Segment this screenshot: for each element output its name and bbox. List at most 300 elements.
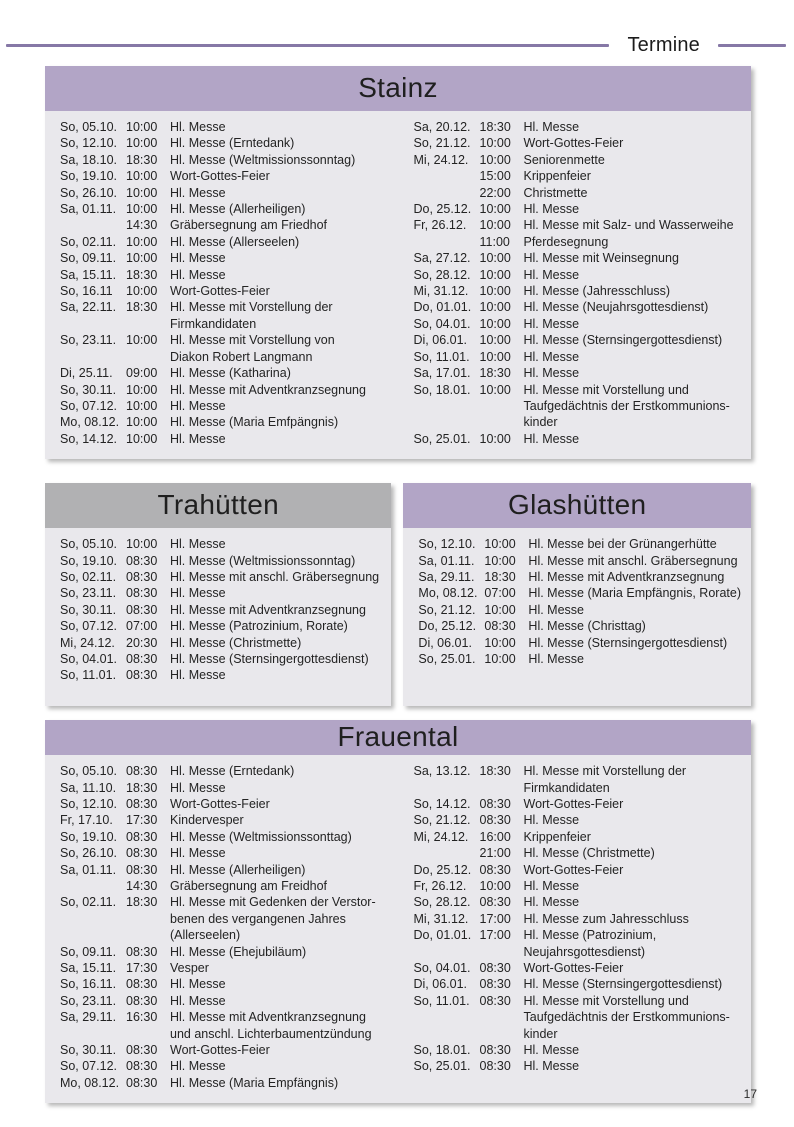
schedule-date: Sa, 22.11. — [60, 300, 117, 315]
schedule-time: 17:00 — [479, 911, 511, 926]
schedule-row — [414, 960, 742, 976]
page-header-label: Termine — [627, 34, 700, 56]
schedule-event — [524, 976, 742, 992]
schedule-row — [414, 976, 742, 992]
schedule-time: 08:30 — [126, 829, 158, 844]
schedule-event-line: Hl. Messe — [170, 267, 226, 282]
schedule-event-line: Hl. Messe mit Salz- und Wasserweihe — [523, 218, 734, 233]
schedule-row — [414, 234, 742, 250]
schedule-event — [170, 234, 388, 250]
schedule-row — [60, 431, 388, 447]
schedule-date: Do, 25.12. — [418, 619, 477, 634]
schedule-date: Fr, 26.12. — [413, 878, 467, 893]
schedule-event — [528, 651, 741, 667]
schedule-date: So, 19.10. — [60, 169, 117, 184]
schedule-time: 10:00 — [126, 120, 158, 134]
schedule-row — [414, 332, 742, 348]
schedule-event — [170, 894, 388, 943]
schedule-row — [418, 553, 741, 569]
schedule-time: 08:30 — [126, 553, 158, 568]
schedule-date: Di, 25.11. — [60, 366, 113, 381]
schedule-event — [170, 168, 388, 184]
schedule-row — [60, 1058, 388, 1074]
schedule-time: 10:00 — [479, 316, 511, 331]
schedule-row — [414, 763, 742, 796]
schedule-time: 10:00 — [126, 431, 158, 446]
schedule-event-line: Wort-Gottes-Feier — [170, 169, 270, 184]
schedule-row — [60, 168, 388, 184]
schedule-time: 10:00 — [484, 553, 516, 568]
schedule-event — [170, 976, 388, 992]
schedule-row — [414, 431, 742, 447]
schedule-date: So, 30.11. — [60, 382, 117, 397]
schedule-time: 09:00 — [126, 366, 158, 381]
schedule-event-line: Hl. Messe — [523, 120, 580, 134]
schedule-date: Mi, 24.12. — [413, 152, 469, 167]
schedule-event-line: Hl. Messe mit Vorstellung und — [523, 993, 689, 1008]
schedule-event — [524, 993, 742, 1042]
schedule-time: 10:00 — [479, 382, 511, 397]
schedule-date: Fr, 17.10. — [60, 813, 113, 828]
schedule-event — [524, 201, 742, 217]
schedule-column — [60, 763, 388, 1091]
schedule-row — [60, 569, 381, 585]
schedule-date: So, 12.10. — [60, 136, 117, 151]
schedule-row — [414, 267, 742, 283]
schedule-row — [60, 845, 388, 861]
schedule-event — [170, 431, 388, 447]
schedule-time: 21:00 — [479, 846, 511, 861]
schedule-time: 08:30 — [479, 1043, 511, 1058]
schedule-row — [414, 217, 742, 233]
schedule-event-line: Hl. Messe mit Adventkranzsegnung — [170, 602, 366, 617]
schedule-event-line: Wort-Gottes-Feier — [170, 284, 270, 299]
schedule-time: 14:30 — [126, 218, 158, 233]
schedule-date: Sa, 29.11. — [418, 569, 475, 584]
section-glashtten — [403, 483, 751, 706]
schedule-event — [524, 927, 742, 960]
schedule-date: So, 21.12. — [418, 602, 476, 617]
schedule-row — [60, 763, 388, 779]
schedule-event — [170, 585, 381, 601]
schedule-time: 10:00 — [479, 431, 511, 446]
schedule-event — [170, 1042, 388, 1058]
schedule-row — [418, 536, 741, 552]
schedule-date: Sa, 18.10. — [60, 152, 117, 167]
schedule-date: Sa, 17.01. — [413, 366, 471, 381]
schedule-event-line: Hl. Messe — [170, 431, 226, 446]
schedule-time: 10:00 — [479, 251, 511, 266]
schedule-time: 08:30 — [126, 944, 158, 959]
schedule-event-line: Hl. Messe (Sternsingergottesdienst) — [523, 333, 723, 348]
schedule-event-line: (Allerseelen) — [170, 928, 241, 943]
schedule-column — [414, 119, 742, 447]
schedule-event — [524, 217, 742, 233]
schedule-event-line: Hl. Messe (Weltmissionssonttag) — [170, 829, 352, 844]
schedule-row — [414, 382, 742, 431]
schedule-time: 17:00 — [479, 928, 511, 943]
schedule-time: 08:30 — [126, 846, 158, 861]
schedule-time: 11:00 — [479, 234, 510, 249]
schedule-row — [60, 976, 388, 992]
schedule-event — [524, 763, 742, 796]
schedule-row — [60, 651, 381, 667]
schedule-row — [60, 250, 388, 266]
schedule-date: So, 19.10. — [60, 553, 117, 568]
schedule-time: 08:30 — [484, 619, 516, 634]
schedule-date: Do, 25.12. — [413, 202, 472, 217]
schedule-date: Mi, 24.12. — [60, 635, 115, 650]
schedule-time: 15:00 — [479, 169, 511, 184]
schedule-event-line: Hl. Messe (Ehejubiläum) — [170, 944, 307, 959]
schedule-event — [170, 635, 381, 651]
schedule-event-line: Taufgedächtnis der Erstkommunions- — [523, 398, 730, 413]
schedule-event — [524, 829, 742, 845]
schedule-row — [414, 201, 742, 217]
schedule-date: Do, 01.01. — [413, 300, 472, 315]
schedule-date: So, 28.12. — [413, 895, 471, 910]
section-title-glashtten: Glashütten — [403, 483, 751, 528]
schedule-time: 10:00 — [479, 152, 511, 167]
schedule-event — [170, 332, 388, 365]
schedule-event-line: Hl. Messe — [528, 651, 584, 666]
schedule-event-line: Hl. Messe (Weltmissionssonntag) — [170, 152, 356, 167]
schedule-date: So, 25.01. — [413, 1059, 471, 1074]
schedule-row — [60, 283, 388, 299]
schedule-event — [524, 812, 742, 828]
schedule-row — [418, 651, 741, 667]
schedule-date: So, 11.01. — [413, 349, 470, 364]
schedule-date — [414, 185, 480, 201]
schedule-event — [528, 585, 741, 601]
header-rule-right — [718, 44, 786, 47]
schedule-event-line: Hl. Messe — [523, 316, 580, 331]
schedule-date: So, 11.01. — [413, 993, 470, 1008]
schedule-event-line: Hl. Messe (Neujahrsgottesdienst) — [523, 300, 709, 315]
schedule-event-line: Hl. Messe — [170, 398, 226, 413]
schedule-event — [524, 332, 742, 348]
schedule-date: So, 12.10. — [60, 796, 117, 811]
schedule-row — [414, 168, 742, 184]
schedule-event-line: Hl. Messe (Christmette) — [170, 635, 302, 650]
schedule-row — [60, 780, 388, 796]
schedule-event-line: Hl. Messe — [523, 813, 580, 828]
schedule-date: Di, 06.01. — [413, 977, 468, 992]
schedule-date: So, 04.01. — [60, 651, 117, 666]
schedule-row — [414, 894, 742, 910]
schedule-time: 10:00 — [126, 382, 158, 397]
schedule-row — [414, 185, 742, 201]
schedule-event — [524, 168, 742, 184]
schedule-row — [414, 911, 742, 927]
schedule-event — [170, 536, 381, 552]
schedule-time: 14:30 — [126, 878, 158, 893]
schedule-row — [60, 234, 388, 250]
schedule-row — [60, 201, 388, 217]
schedule-row — [414, 829, 742, 845]
schedule-date: So, 14.12. — [60, 431, 117, 446]
schedule-event — [170, 796, 388, 812]
schedule-event-line: Gräbersegnung am Freidhof — [170, 878, 328, 893]
schedule-time: 08:30 — [479, 895, 511, 910]
schedule-row — [60, 635, 381, 651]
schedule-event-line: Hl. Messe mit Adventkranzsegnung — [170, 1010, 366, 1025]
schedule-time: 18:30 — [479, 120, 511, 134]
schedule-row — [60, 602, 381, 618]
schedule-date: So, 05.10. — [60, 537, 117, 552]
schedule-date: So, 02.11. — [60, 895, 117, 910]
schedule-date: Di, 06.01. — [418, 635, 472, 650]
schedule-time: 10:00 — [484, 635, 516, 650]
schedule-event — [528, 536, 741, 552]
schedule-time: 18:30 — [126, 267, 158, 282]
schedule-date: Mo, 08.12. — [60, 415, 120, 430]
schedule-event-line: Hl. Messe — [528, 602, 584, 617]
schedule-event-line: Hl. Messe mit Adventkranzsegnung — [528, 569, 725, 584]
schedule-time: 18:30 — [484, 569, 516, 584]
schedule-date: So, 07.12. — [60, 619, 117, 634]
schedule-date: So, 16.11. — [60, 977, 117, 992]
schedule-date: Mo, 08.12. — [418, 586, 478, 601]
schedule-date: So, 02.11. — [60, 569, 117, 584]
schedule-event-line: Hl. Messe (Jahresschluss) — [523, 284, 671, 299]
section-body-glashtten — [403, 528, 751, 679]
schedule-date — [414, 234, 480, 250]
schedule-event-line: Hl. Messe — [523, 366, 580, 381]
schedule-date: Sa, 29.11. — [60, 1010, 117, 1025]
schedule-event-line: Hl. Messe (Maria Empfängnis) — [170, 1075, 339, 1090]
schedule-event-line: Hl. Messe — [170, 537, 226, 552]
schedule-row — [60, 299, 388, 332]
schedule-event-line: Firmkandidaten — [170, 316, 257, 331]
schedule-date: So, 23.11. — [60, 993, 117, 1008]
schedule-event — [524, 299, 742, 315]
schedule-event-line: Hl. Messe (Maria Emfpängnis) — [170, 415, 339, 430]
schedule-time: 10:00 — [126, 398, 158, 413]
schedule-date: Sa, 13.12. — [413, 764, 471, 779]
header-rule-left — [6, 44, 609, 47]
section-body-trahtten — [45, 528, 391, 696]
schedule-row — [60, 414, 388, 430]
schedule-date: Mi, 31.12. — [413, 911, 469, 926]
schedule-event-line: Hl. Messe (Allerheiligen) — [170, 202, 306, 217]
schedule-event-line: kinder — [523, 1026, 558, 1041]
schedule-row — [414, 1058, 742, 1074]
schedule-column — [60, 119, 388, 447]
schedule-event — [524, 185, 742, 201]
schedule-row — [418, 569, 741, 585]
schedule-date: So, 18.01. — [413, 1043, 471, 1058]
schedule-event — [170, 569, 381, 585]
schedule-row — [60, 553, 381, 569]
schedule-event-line: Krippenfeier — [523, 169, 591, 184]
schedule-row — [60, 1009, 388, 1042]
schedule-date: Sa, 15.11. — [60, 961, 117, 975]
schedule-event — [170, 812, 388, 828]
schedule-row — [60, 993, 388, 1009]
schedule-event-line: Hl. Messe (Patrozinium, — [523, 928, 657, 943]
schedule-time: 10:00 — [479, 878, 511, 893]
schedule-event-line: Hl. Messe (Allerheiligen) — [170, 862, 306, 877]
schedule-event-line: Hl. Messe — [523, 878, 580, 893]
schedule-event-line: Hl. Messe mit anschl. Gräbersegnung — [170, 569, 380, 584]
schedule-row — [418, 635, 741, 651]
schedule-time: 10:00 — [126, 185, 158, 200]
schedule-time: 22:00 — [479, 185, 511, 200]
schedule-row — [60, 1042, 388, 1058]
schedule-row — [60, 812, 388, 828]
schedule-date: So, 26.10. — [60, 846, 117, 861]
schedule-row — [60, 332, 388, 365]
schedule-event — [170, 944, 388, 960]
schedule-row — [414, 796, 742, 812]
schedule-time: 07:00 — [484, 586, 516, 601]
schedule-date: Sa, 01.11. — [60, 862, 117, 877]
page-number: 17 — [743, 1087, 757, 1101]
schedule-time: 10:00 — [126, 284, 158, 299]
schedule-date: So, 09.11. — [60, 251, 117, 266]
schedule-event-line: Hl. Messe — [170, 251, 226, 266]
schedule-time: 08:30 — [126, 1043, 158, 1058]
schedule-date: Do, 25.12. — [413, 862, 472, 877]
schedule-date: Sa, 11.10. — [60, 780, 117, 795]
schedule-event — [170, 763, 388, 779]
schedule-event — [524, 349, 742, 365]
schedule-date: So, 09.11. — [60, 944, 117, 959]
schedule-event-line: Hl. Messe mit anschl. Gräbersegnung — [528, 553, 738, 568]
schedule-event — [524, 960, 742, 976]
page-header — [6, 34, 786, 57]
half-width-section-row — [45, 483, 751, 706]
schedule-event-line: Hl. Messe (Sternsingergottesdienst) — [528, 635, 728, 650]
schedule-row — [414, 250, 742, 266]
schedule-event — [524, 796, 742, 812]
schedule-time: 10:00 — [479, 267, 511, 282]
schedule-event — [528, 553, 741, 569]
schedule-time: 18:30 — [126, 300, 158, 315]
schedule-event — [170, 201, 388, 217]
schedule-row — [414, 1042, 742, 1058]
schedule-event-line: Gräbersegnung am Friedhof — [170, 218, 328, 233]
schedule-time: 17:30 — [126, 961, 158, 975]
schedule-event-line: Taufgedächtnis der Erstkommunions- — [523, 1010, 730, 1025]
schedule-time: 08:30 — [126, 993, 158, 1008]
schedule-time: 10:00 — [126, 169, 158, 184]
schedule-row — [414, 878, 742, 894]
schedule-time: 18:30 — [479, 366, 511, 381]
schedule-time: 08:30 — [126, 1059, 158, 1074]
section-trahtten — [45, 483, 391, 706]
schedule-row — [418, 618, 741, 634]
schedule-time: 10:00 — [479, 349, 511, 364]
schedule-time: 10:00 — [126, 333, 158, 348]
schedule-date: So, 16.11 — [60, 284, 113, 299]
schedule-event-line: Hl. Messe (Erntedank) — [170, 136, 295, 151]
schedule-event — [528, 635, 741, 651]
schedule-event-line: Hl. Messe — [170, 977, 226, 992]
schedule-date — [414, 845, 480, 861]
schedule-event — [524, 365, 742, 381]
schedule-row — [414, 862, 742, 878]
schedule-event-line: Hl. Messe — [170, 1059, 226, 1074]
schedule-time: 18:30 — [479, 764, 511, 779]
schedule-time: 10:00 — [479, 218, 511, 233]
schedule-date: So, 19.10. — [60, 829, 117, 844]
schedule-date: So, 30.11. — [60, 602, 117, 617]
schedule-event-line: Hl. Messe — [523, 895, 580, 910]
schedule-event-line: Wort-Gottes-Feier — [170, 796, 270, 811]
section-body-stainz — [45, 111, 751, 459]
schedule-time: 18:30 — [126, 895, 158, 910]
section-title-trahtten: Trahütten — [45, 483, 391, 528]
section-columns — [60, 536, 381, 684]
schedule-date: Sa, 01.11. — [418, 553, 475, 568]
schedule-event-line: Hl. Messe — [523, 431, 580, 446]
schedule-time: 08:30 — [126, 764, 158, 779]
schedule-event — [170, 119, 388, 135]
schedule-event-line: Wort-Gottes-Feier — [523, 136, 624, 151]
schedule-time: 18:30 — [126, 780, 158, 795]
schedule-time: 07:00 — [126, 619, 158, 634]
schedule-row — [60, 135, 388, 151]
schedule-event — [170, 618, 381, 634]
content — [45, 66, 751, 1127]
schedule-column — [60, 536, 381, 684]
schedule-event-line: kinder — [523, 415, 558, 430]
schedule-time: 08:30 — [126, 602, 158, 617]
schedule-time: 16:00 — [479, 829, 511, 844]
schedule-event-line: Neujahrsgottesdienst) — [523, 944, 646, 959]
schedule-event — [170, 382, 388, 398]
schedule-event — [524, 283, 742, 299]
schedule-time: 08:30 — [479, 993, 511, 1008]
schedule-row — [60, 667, 381, 683]
schedule-event-line: Pferdesegnung — [523, 234, 609, 249]
schedule-event-line: Hl. Messe (Sternsingergottesdienst) — [523, 977, 723, 992]
schedule-event — [170, 780, 388, 796]
schedule-time: 08:30 — [126, 1075, 158, 1090]
schedule-date: So, 11.01. — [60, 668, 117, 683]
schedule-event-line: Krippenfeier — [523, 829, 591, 844]
schedule-event — [524, 1058, 742, 1074]
schedule-date — [60, 878, 126, 894]
schedule-date: So, 23.11. — [60, 333, 117, 348]
schedule-event-line: Hl. Messe — [170, 668, 226, 683]
schedule-event-line: Wort-Gottes-Feier — [170, 1043, 270, 1058]
schedule-event — [524, 119, 742, 135]
schedule-time: 08:30 — [126, 586, 158, 601]
schedule-row — [60, 829, 388, 845]
schedule-time: 18:30 — [126, 152, 158, 167]
schedule-date: So, 30.11. — [60, 1043, 117, 1058]
schedule-row — [414, 119, 742, 135]
schedule-event-line: Kindervesper — [170, 813, 244, 828]
schedule-time: 08:30 — [479, 961, 511, 975]
schedule-time: 10:00 — [484, 602, 516, 617]
schedule-date: Mi, 24.12. — [413, 829, 469, 844]
schedule-event — [524, 862, 742, 878]
schedule-event — [524, 1042, 742, 1058]
section-frauental — [45, 720, 751, 1103]
schedule-date: Sa, 20.12. — [413, 120, 471, 134]
schedule-event-line: Christmette — [523, 185, 588, 200]
schedule-time: 10:00 — [484, 651, 516, 666]
schedule-event — [524, 152, 742, 168]
schedule-event — [170, 1075, 388, 1091]
schedule-column — [414, 763, 742, 1091]
schedule-date — [414, 168, 480, 184]
schedule-event-line: Hl. Messe — [170, 780, 226, 795]
